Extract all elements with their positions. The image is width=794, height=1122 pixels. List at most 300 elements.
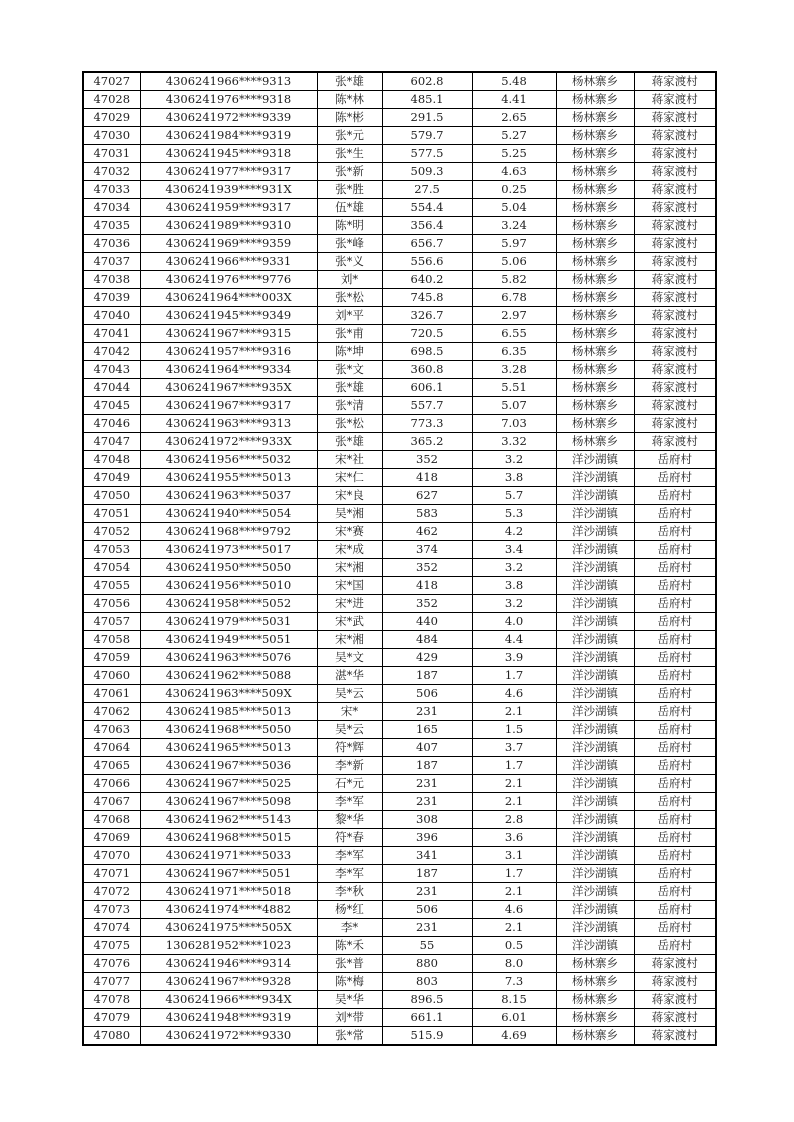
serial-number-cell: 47033 xyxy=(83,181,140,199)
amount-cell: 418 xyxy=(382,469,472,487)
village-cell: 蒋家渡村 xyxy=(634,307,716,325)
quantity-cell: 5.06 xyxy=(472,253,556,271)
name-cell: 刘*平 xyxy=(317,307,382,325)
table-row xyxy=(83,847,716,865)
records-table-body xyxy=(83,72,716,1045)
village-cell: 岳府村 xyxy=(634,505,716,523)
serial-number-cell: 47073 xyxy=(83,901,140,919)
serial-number-cell: 47048 xyxy=(83,451,140,469)
township-cell: 杨林寨乡 xyxy=(556,343,634,361)
id-number-cell: 4306241950****5050 xyxy=(140,559,317,577)
amount-cell: 231 xyxy=(382,703,472,721)
table-row xyxy=(83,991,716,1009)
id-number-cell: 4306241976****9776 xyxy=(140,271,317,289)
name-cell: 张*义 xyxy=(317,253,382,271)
id-number-cell: 4306241963****5076 xyxy=(140,649,317,667)
village-cell: 蒋家渡村 xyxy=(634,127,716,145)
name-cell: 李*军 xyxy=(317,847,382,865)
table-row xyxy=(83,217,716,235)
village-cell: 蒋家渡村 xyxy=(634,145,716,163)
amount-cell: 440 xyxy=(382,613,472,631)
amount-cell: 803 xyxy=(382,973,472,991)
id-number-cell: 4306241989****9310 xyxy=(140,217,317,235)
serial-number-cell: 47060 xyxy=(83,667,140,685)
quantity-cell: 5.7 xyxy=(472,487,556,505)
quantity-cell: 3.7 xyxy=(472,739,556,757)
amount-cell: 356.4 xyxy=(382,217,472,235)
name-cell: 宋* xyxy=(317,703,382,721)
quantity-cell: 5.82 xyxy=(472,271,556,289)
township-cell: 洋沙湖镇 xyxy=(556,631,634,649)
village-cell: 蒋家渡村 xyxy=(634,973,716,991)
id-number-cell: 4306241967****9315 xyxy=(140,325,317,343)
quantity-cell: 6.01 xyxy=(472,1009,556,1027)
name-cell: 吴*文 xyxy=(317,649,382,667)
table-row xyxy=(83,721,716,739)
amount-cell: 485.1 xyxy=(382,91,472,109)
table-row xyxy=(83,739,716,757)
table-row xyxy=(83,127,716,145)
name-cell: 宋*进 xyxy=(317,595,382,613)
serial-number-cell: 47041 xyxy=(83,325,140,343)
name-cell: 张*常 xyxy=(317,1027,382,1046)
serial-number-cell: 47027 xyxy=(83,72,140,91)
id-number-cell: 4306241985****5013 xyxy=(140,703,317,721)
serial-number-cell: 47029 xyxy=(83,109,140,127)
table-row xyxy=(83,109,716,127)
id-number-cell: 4306241972****933X xyxy=(140,433,317,451)
serial-number-cell: 47065 xyxy=(83,757,140,775)
name-cell: 宋*仁 xyxy=(317,469,382,487)
township-cell: 洋沙湖镇 xyxy=(556,703,634,721)
township-cell: 洋沙湖镇 xyxy=(556,937,634,955)
amount-cell: 554.4 xyxy=(382,199,472,217)
quantity-cell: 5.51 xyxy=(472,379,556,397)
village-cell: 岳府村 xyxy=(634,883,716,901)
township-cell: 洋沙湖镇 xyxy=(556,505,634,523)
quantity-cell: 4.0 xyxy=(472,613,556,631)
township-cell: 杨林寨乡 xyxy=(556,1027,634,1046)
village-cell: 岳府村 xyxy=(634,577,716,595)
village-cell: 岳府村 xyxy=(634,667,716,685)
table-row xyxy=(83,361,716,379)
township-cell: 杨林寨乡 xyxy=(556,145,634,163)
village-cell: 蒋家渡村 xyxy=(634,325,716,343)
id-number-cell: 4306241979****5031 xyxy=(140,613,317,631)
table-row xyxy=(83,235,716,253)
quantity-cell: 4.69 xyxy=(472,1027,556,1046)
name-cell: 张*元 xyxy=(317,127,382,145)
quantity-cell: 4.63 xyxy=(472,163,556,181)
id-number-cell: 4306241984****9319 xyxy=(140,127,317,145)
township-cell: 杨林寨乡 xyxy=(556,109,634,127)
village-cell: 岳府村 xyxy=(634,901,716,919)
serial-number-cell: 47046 xyxy=(83,415,140,433)
table-row xyxy=(83,793,716,811)
name-cell: 陈*梅 xyxy=(317,973,382,991)
amount-cell: 165 xyxy=(382,721,472,739)
quantity-cell: 8.15 xyxy=(472,991,556,1009)
village-cell: 岳府村 xyxy=(634,811,716,829)
table-row xyxy=(83,451,716,469)
quantity-cell: 3.8 xyxy=(472,577,556,595)
serial-number-cell: 47070 xyxy=(83,847,140,865)
serial-number-cell: 47035 xyxy=(83,217,140,235)
amount-cell: 506 xyxy=(382,685,472,703)
quantity-cell: 5.3 xyxy=(472,505,556,523)
table-row xyxy=(83,145,716,163)
quantity-cell: 3.28 xyxy=(472,361,556,379)
table-row xyxy=(83,883,716,901)
id-number-cell: 4306241955****5013 xyxy=(140,469,317,487)
amount-cell: 577.5 xyxy=(382,145,472,163)
table-row xyxy=(83,757,716,775)
records-table xyxy=(82,71,717,1046)
quantity-cell: 4.41 xyxy=(472,91,556,109)
amount-cell: 326.7 xyxy=(382,307,472,325)
name-cell: 李* xyxy=(317,919,382,937)
quantity-cell: 5.07 xyxy=(472,397,556,415)
name-cell: 张*松 xyxy=(317,415,382,433)
serial-number-cell: 47066 xyxy=(83,775,140,793)
quantity-cell: 3.4 xyxy=(472,541,556,559)
table-row xyxy=(83,379,716,397)
id-number-cell: 4306241963****5037 xyxy=(140,487,317,505)
quantity-cell: 3.8 xyxy=(472,469,556,487)
village-cell: 岳府村 xyxy=(634,541,716,559)
township-cell: 杨林寨乡 xyxy=(556,973,634,991)
serial-number-cell: 47031 xyxy=(83,145,140,163)
township-cell: 洋沙湖镇 xyxy=(556,757,634,775)
name-cell: 张*甫 xyxy=(317,325,382,343)
serial-number-cell: 47078 xyxy=(83,991,140,1009)
serial-number-cell: 47080 xyxy=(83,1027,140,1046)
id-number-cell: 4306241967****9328 xyxy=(140,973,317,991)
id-number-cell: 4306241967****5025 xyxy=(140,775,317,793)
name-cell: 张*生 xyxy=(317,145,382,163)
quantity-cell: 6.55 xyxy=(472,325,556,343)
village-cell: 蒋家渡村 xyxy=(634,253,716,271)
village-cell: 岳府村 xyxy=(634,487,716,505)
id-number-cell: 4306241939****931X xyxy=(140,181,317,199)
township-cell: 杨林寨乡 xyxy=(556,181,634,199)
name-cell: 李*军 xyxy=(317,865,382,883)
table-row xyxy=(83,487,716,505)
table-row xyxy=(83,325,716,343)
quantity-cell: 4.4 xyxy=(472,631,556,649)
quantity-cell: 2.97 xyxy=(472,307,556,325)
amount-cell: 407 xyxy=(382,739,472,757)
amount-cell: 418 xyxy=(382,577,472,595)
table-row xyxy=(83,72,716,91)
table-row xyxy=(83,181,716,199)
serial-number-cell: 47061 xyxy=(83,685,140,703)
township-cell: 洋沙湖镇 xyxy=(556,793,634,811)
township-cell: 杨林寨乡 xyxy=(556,289,634,307)
village-cell: 岳府村 xyxy=(634,523,716,541)
id-number-cell: 4306241977****9317 xyxy=(140,163,317,181)
village-cell: 蒋家渡村 xyxy=(634,181,716,199)
village-cell: 岳府村 xyxy=(634,559,716,577)
amount-cell: 602.8 xyxy=(382,72,472,91)
table-row xyxy=(83,163,716,181)
village-cell: 蒋家渡村 xyxy=(634,235,716,253)
name-cell: 陈*坤 xyxy=(317,343,382,361)
serial-number-cell: 47028 xyxy=(83,91,140,109)
name-cell: 李*新 xyxy=(317,757,382,775)
id-number-cell: 4306241948****9319 xyxy=(140,1009,317,1027)
township-cell: 杨林寨乡 xyxy=(556,1009,634,1027)
quantity-cell: 6.78 xyxy=(472,289,556,307)
name-cell: 吴*云 xyxy=(317,721,382,739)
table-row xyxy=(83,289,716,307)
serial-number-cell: 47077 xyxy=(83,973,140,991)
quantity-cell: 1.5 xyxy=(472,721,556,739)
table-row xyxy=(83,901,716,919)
amount-cell: 187 xyxy=(382,667,472,685)
id-number-cell: 4306241962****5143 xyxy=(140,811,317,829)
name-cell: 伍*雄 xyxy=(317,199,382,217)
id-number-cell: 4306241958****5052 xyxy=(140,595,317,613)
township-cell: 杨林寨乡 xyxy=(556,253,634,271)
quantity-cell: 2.1 xyxy=(472,793,556,811)
table-row xyxy=(83,523,716,541)
amount-cell: 352 xyxy=(382,451,472,469)
quantity-cell: 4.2 xyxy=(472,523,556,541)
village-cell: 岳府村 xyxy=(634,919,716,937)
amount-cell: 656.7 xyxy=(382,235,472,253)
name-cell: 陈*彬 xyxy=(317,109,382,127)
id-number-cell: 4306241974****4882 xyxy=(140,901,317,919)
township-cell: 洋沙湖镇 xyxy=(556,775,634,793)
amount-cell: 231 xyxy=(382,883,472,901)
amount-cell: 231 xyxy=(382,793,472,811)
quantity-cell: 5.97 xyxy=(472,235,556,253)
village-cell: 岳府村 xyxy=(634,451,716,469)
quantity-cell: 4.6 xyxy=(472,901,556,919)
id-number-cell: 4306241975****505X xyxy=(140,919,317,937)
table-row xyxy=(83,271,716,289)
name-cell: 符*辉 xyxy=(317,739,382,757)
township-cell: 杨林寨乡 xyxy=(556,199,634,217)
id-number-cell: 4306241972****9330 xyxy=(140,1027,317,1046)
township-cell: 洋沙湖镇 xyxy=(556,451,634,469)
id-number-cell: 4306241962****5088 xyxy=(140,667,317,685)
village-cell: 蒋家渡村 xyxy=(634,289,716,307)
township-cell: 洋沙湖镇 xyxy=(556,901,634,919)
name-cell: 宋*武 xyxy=(317,613,382,631)
amount-cell: 360.8 xyxy=(382,361,472,379)
serial-number-cell: 47044 xyxy=(83,379,140,397)
id-number-cell: 4306241968****5050 xyxy=(140,721,317,739)
village-cell: 蒋家渡村 xyxy=(634,361,716,379)
table-row xyxy=(83,91,716,109)
table-row xyxy=(83,397,716,415)
serial-number-cell: 47072 xyxy=(83,883,140,901)
serial-number-cell: 47039 xyxy=(83,289,140,307)
id-number-cell: 4306241967****9317 xyxy=(140,397,317,415)
serial-number-cell: 47064 xyxy=(83,739,140,757)
village-cell: 蒋家渡村 xyxy=(634,343,716,361)
name-cell: 陈*禾 xyxy=(317,937,382,955)
name-cell: 吴*云 xyxy=(317,685,382,703)
name-cell: 吴*湘 xyxy=(317,505,382,523)
name-cell: 刘*带 xyxy=(317,1009,382,1027)
quantity-cell: 3.9 xyxy=(472,649,556,667)
serial-number-cell: 47049 xyxy=(83,469,140,487)
quantity-cell: 5.27 xyxy=(472,127,556,145)
id-number-cell: 4306241956****5032 xyxy=(140,451,317,469)
amount-cell: 352 xyxy=(382,595,472,613)
township-cell: 洋沙湖镇 xyxy=(556,469,634,487)
village-cell: 岳府村 xyxy=(634,685,716,703)
name-cell: 宋*社 xyxy=(317,451,382,469)
id-number-cell: 4306241967****5051 xyxy=(140,865,317,883)
serial-number-cell: 47038 xyxy=(83,271,140,289)
quantity-cell: 4.6 xyxy=(472,685,556,703)
id-number-cell: 4306241959****9317 xyxy=(140,199,317,217)
table-row xyxy=(83,973,716,991)
township-cell: 洋沙湖镇 xyxy=(556,847,634,865)
township-cell: 洋沙湖镇 xyxy=(556,559,634,577)
township-cell: 杨林寨乡 xyxy=(556,991,634,1009)
name-cell: 张*新 xyxy=(317,163,382,181)
serial-number-cell: 47059 xyxy=(83,649,140,667)
table-row xyxy=(83,919,716,937)
amount-cell: 55 xyxy=(382,937,472,955)
amount-cell: 365.2 xyxy=(382,433,472,451)
serial-number-cell: 47050 xyxy=(83,487,140,505)
table-row xyxy=(83,829,716,847)
township-cell: 洋沙湖镇 xyxy=(556,595,634,613)
id-number-cell: 1306281952****1023 xyxy=(140,937,317,955)
id-number-cell: 4306241963****9313 xyxy=(140,415,317,433)
name-cell: 杨*红 xyxy=(317,901,382,919)
id-number-cell: 4306241965****5013 xyxy=(140,739,317,757)
township-cell: 洋沙湖镇 xyxy=(556,865,634,883)
township-cell: 杨林寨乡 xyxy=(556,307,634,325)
quantity-cell: 8.0 xyxy=(472,955,556,973)
id-number-cell: 4306241968****5015 xyxy=(140,829,317,847)
quantity-cell: 2.8 xyxy=(472,811,556,829)
table-row xyxy=(83,433,716,451)
village-cell: 岳府村 xyxy=(634,937,716,955)
id-number-cell: 4306241972****9339 xyxy=(140,109,317,127)
name-cell: 石*元 xyxy=(317,775,382,793)
amount-cell: 231 xyxy=(382,775,472,793)
serial-number-cell: 47045 xyxy=(83,397,140,415)
township-cell: 杨林寨乡 xyxy=(556,379,634,397)
amount-cell: 484 xyxy=(382,631,472,649)
serial-number-cell: 47076 xyxy=(83,955,140,973)
serial-number-cell: 47030 xyxy=(83,127,140,145)
serial-number-cell: 47053 xyxy=(83,541,140,559)
id-number-cell: 4306241968****9792 xyxy=(140,523,317,541)
id-number-cell: 4306241963****509X xyxy=(140,685,317,703)
quantity-cell: 1.7 xyxy=(472,667,556,685)
table-row xyxy=(83,559,716,577)
amount-cell: 557.7 xyxy=(382,397,472,415)
amount-cell: 583 xyxy=(382,505,472,523)
serial-number-cell: 47058 xyxy=(83,631,140,649)
id-number-cell: 4306241976****9318 xyxy=(140,91,317,109)
table-row xyxy=(83,541,716,559)
township-cell: 洋沙湖镇 xyxy=(556,883,634,901)
id-number-cell: 4306241945****9349 xyxy=(140,307,317,325)
village-cell: 岳府村 xyxy=(634,721,716,739)
serial-number-cell: 47068 xyxy=(83,811,140,829)
table-row xyxy=(83,685,716,703)
village-cell: 蒋家渡村 xyxy=(634,415,716,433)
id-number-cell: 4306241966****9313 xyxy=(140,72,317,91)
amount-cell: 640.2 xyxy=(382,271,472,289)
amount-cell: 627 xyxy=(382,487,472,505)
serial-number-cell: 47056 xyxy=(83,595,140,613)
name-cell: 宋*国 xyxy=(317,577,382,595)
amount-cell: 745.8 xyxy=(382,289,472,307)
id-number-cell: 4306241969****9359 xyxy=(140,235,317,253)
amount-cell: 396 xyxy=(382,829,472,847)
township-cell: 杨林寨乡 xyxy=(556,361,634,379)
table-row xyxy=(83,775,716,793)
serial-number-cell: 47037 xyxy=(83,253,140,271)
amount-cell: 27.5 xyxy=(382,181,472,199)
table-row xyxy=(83,343,716,361)
name-cell: 张*胜 xyxy=(317,181,382,199)
name-cell: 张*雄 xyxy=(317,433,382,451)
village-cell: 蒋家渡村 xyxy=(634,397,716,415)
quantity-cell: 3.2 xyxy=(472,451,556,469)
village-cell: 岳府村 xyxy=(634,775,716,793)
township-cell: 洋沙湖镇 xyxy=(556,685,634,703)
name-cell: 陈*林 xyxy=(317,91,382,109)
amount-cell: 556.6 xyxy=(382,253,472,271)
township-cell: 洋沙湖镇 xyxy=(556,919,634,937)
township-cell: 杨林寨乡 xyxy=(556,955,634,973)
serial-number-cell: 47036 xyxy=(83,235,140,253)
table-row xyxy=(83,1027,716,1046)
village-cell: 蒋家渡村 xyxy=(634,72,716,91)
township-cell: 洋沙湖镇 xyxy=(556,487,634,505)
amount-cell: 896.5 xyxy=(382,991,472,1009)
name-cell: 李*军 xyxy=(317,793,382,811)
village-cell: 蒋家渡村 xyxy=(634,1009,716,1027)
township-cell: 洋沙湖镇 xyxy=(556,739,634,757)
township-cell: 杨林寨乡 xyxy=(556,217,634,235)
quantity-cell: 2.1 xyxy=(472,703,556,721)
village-cell: 岳府村 xyxy=(634,703,716,721)
quantity-cell: 5.48 xyxy=(472,72,556,91)
township-cell: 杨林寨乡 xyxy=(556,325,634,343)
serial-number-cell: 47047 xyxy=(83,433,140,451)
township-cell: 杨林寨乡 xyxy=(556,235,634,253)
village-cell: 岳府村 xyxy=(634,739,716,757)
village-cell: 蒋家渡村 xyxy=(634,217,716,235)
name-cell: 宋*湘 xyxy=(317,631,382,649)
amount-cell: 698.5 xyxy=(382,343,472,361)
table-row xyxy=(83,631,716,649)
amount-cell: 308 xyxy=(382,811,472,829)
village-cell: 蒋家渡村 xyxy=(634,271,716,289)
quantity-cell: 2.1 xyxy=(472,883,556,901)
township-cell: 杨林寨乡 xyxy=(556,72,634,91)
table-row xyxy=(83,199,716,217)
township-cell: 洋沙湖镇 xyxy=(556,667,634,685)
quantity-cell: 3.32 xyxy=(472,433,556,451)
amount-cell: 231 xyxy=(382,919,472,937)
id-number-cell: 4306241949****5051 xyxy=(140,631,317,649)
name-cell: 湛*华 xyxy=(317,667,382,685)
